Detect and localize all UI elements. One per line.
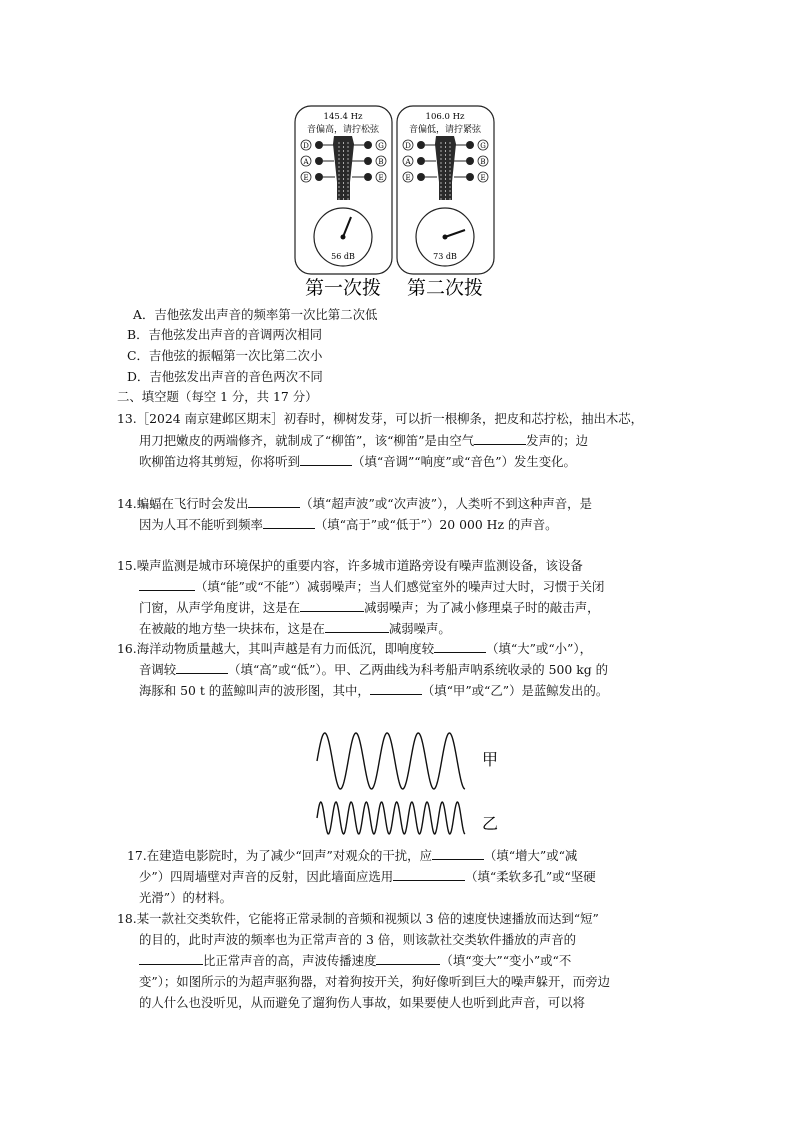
q14-text: （填“超声波”或“次声波”），人类听不到这种声音，是 [300,496,592,511]
q15-text: 减弱噪声；为了减小修理桌子时的敲击声， [364,600,600,615]
wave-yi [317,802,465,834]
q13-line1: 13.［2024 南京建邺区期末］初春时，柳树发芽，可以折一根柳条，把皮和芯拧松，抽出木芯， [117,411,644,426]
q14-text: （填“高于”或“低于”）20 000 Hz 的声音。 [314,517,558,532]
peg-label: A [303,158,309,166]
option-b: B．吉他弦发出声音的音调两次相同 [127,327,322,342]
guitar-tuner-figure [290,102,502,302]
q16-text: （填“大”或“小”）， [486,641,592,656]
q13-text: 发声的；边 [526,433,589,448]
q15-line2 [139,577,604,597]
peg-label: G [378,142,384,150]
q15-text: （填“能”或“不能”）减弱噪声；当人们感觉室外的噪声过大时，习惯于关闭 [195,579,605,594]
q15-line3 [139,598,600,618]
q17-text: （填“柔软多孔”或“坚硬 [465,869,596,884]
answer-blank[interactable] [376,952,440,965]
peg-label: E [303,174,309,182]
q17-text: （填“增大”或“减 [483,848,578,863]
peg-label: E [480,174,486,182]
q13-text: 用刀把嫩皮的两端修齐，就制成了“柳笛”，该“柳笛”是由空气 [139,433,475,448]
answer-blank[interactable] [325,620,389,633]
wave-label-yi: 乙 [482,814,499,833]
q18-line5: 的人什么也没听见，从而避免了遛狗伤人事故，如果要使人也听到此声音，可以将 [139,995,586,1010]
tuner1-frequency: 145.4 Hz [323,112,363,122]
answer-blank[interactable] [263,516,315,529]
q18-line1: 18.某一款社交类软件，它能将正常录制的音频和视频以 3 倍的速度快速播放而达到“短” [117,911,599,926]
tuner2-frequency: 106.0 Hz [425,112,465,122]
answer-blank[interactable] [300,453,352,466]
q14-line2 [139,515,558,535]
tuner2-hint: 音偏低，请拧紧弦 [408,125,482,135]
q15-text: 在被敲的地方垫一块抹布，这是在 [139,621,325,636]
peg-label: G [480,142,486,150]
q15-line4 [139,619,451,639]
q13-line3 [139,452,576,472]
tuner-panel-first [295,106,392,274]
q17-text: 少”）四周墙壁对声音的反射，因此墙面应选用 [139,869,394,884]
q16-text: （填“高”或“低”）。甲、乙两曲线为科考船声呐系统收录的 500 kg 的 [228,662,608,677]
q18-text: 比正常声音的高，声波传播速度 [203,953,377,968]
waveform-figure [312,725,512,840]
q16-text: 海豚和 50 t 的蓝鲸叫声的波形图，其中， [139,683,370,698]
answer-blank[interactable] [474,432,526,445]
answer-blank[interactable] [139,578,195,591]
q16-line3 [139,681,608,701]
peg-label: D [405,142,411,150]
caption-second-pluck: 第二次拨 [406,277,484,299]
peg-label: E [378,174,384,182]
peg-label: E [405,174,411,182]
peg-label: B [378,158,384,166]
q16-line1 [117,639,592,659]
q15-text: 减弱噪声。 [388,621,451,636]
wave-label-jia: 甲 [482,750,499,769]
tuner1-db: 56 dB [331,252,355,261]
q18-line2: 的目的，此时声波的频率也为正常声音的 3 倍，则该款社交类软件播放的声音的 [139,932,577,947]
answer-blank[interactable] [370,682,422,695]
caption-first-pluck: 第一次拨 [304,277,382,299]
answer-blank[interactable] [176,661,228,674]
q18-line3 [139,951,571,971]
q17-line3: 光滑”）的材料。 [139,890,233,905]
q13-text: （填“音调”“响度”或“音色”）发生变化。 [352,454,576,469]
q15-line1: 15.噪声监测是城市环境保护的重要内容，许多城市道路旁设有噪声监测设备，该设备 [117,558,583,573]
q17-text: 17.在建造电影院时，为了减少“回声”对观众的干扰，应 [127,848,432,863]
q15-text: 门窗，从声学角度讲，这是在 [139,600,301,615]
answer-blank[interactable] [139,952,203,965]
section-title: 二、填空题（每空 1 分，共 17 分） [117,389,318,404]
peg-label: D [303,142,309,150]
q14-text: 因为人耳不能听到频率 [139,517,263,532]
answer-blank[interactable] [248,495,300,508]
option-c: C．吉他弦的振幅第一次比第二次小 [127,348,323,363]
q17-line1 [127,846,577,866]
answer-blank[interactable] [434,640,486,653]
peg-label: A [405,158,411,166]
q17-line2 [139,867,596,887]
q16-text: 16.海洋动物质量越大，其叫声越是有力而低沉，即响度较 [117,641,435,656]
tuner1-hint: 音偏高，请拧松弦 [306,125,380,135]
q18-line4: 变”）；如图所示的为超声驱狗器，对着狗按开关，狗好像听到巨大的噪声躲开，而旁边 [139,974,610,989]
option-a: A．吉他弦发出声音的频率第一次比第二次低 [133,307,378,322]
answer-blank[interactable] [432,847,484,860]
wave-jia [317,733,465,789]
peg-label: B [480,158,486,166]
tuner-panel-second [397,106,494,274]
q13-line2 [139,431,588,451]
answer-blank[interactable] [300,599,364,612]
q14-line1 [117,494,592,514]
q16-text: 音调较 [139,662,177,677]
q16-text: （填“甲”或“乙”）是蓝鲸发出的。 [421,683,609,698]
q18-text: （填“变大”“变小”或“不 [440,953,572,968]
tuner2-db: 73 dB [433,252,457,261]
q16-line2 [139,660,608,680]
answer-blank[interactable] [393,868,465,881]
q13-text: 吹柳笛边将其剪短，你将听到 [139,454,301,469]
option-d: D．吉他弦发出声音的音色两次不同 [127,369,323,384]
q14-text: 14.蝙蝠在飞行时会发出 [117,496,249,511]
